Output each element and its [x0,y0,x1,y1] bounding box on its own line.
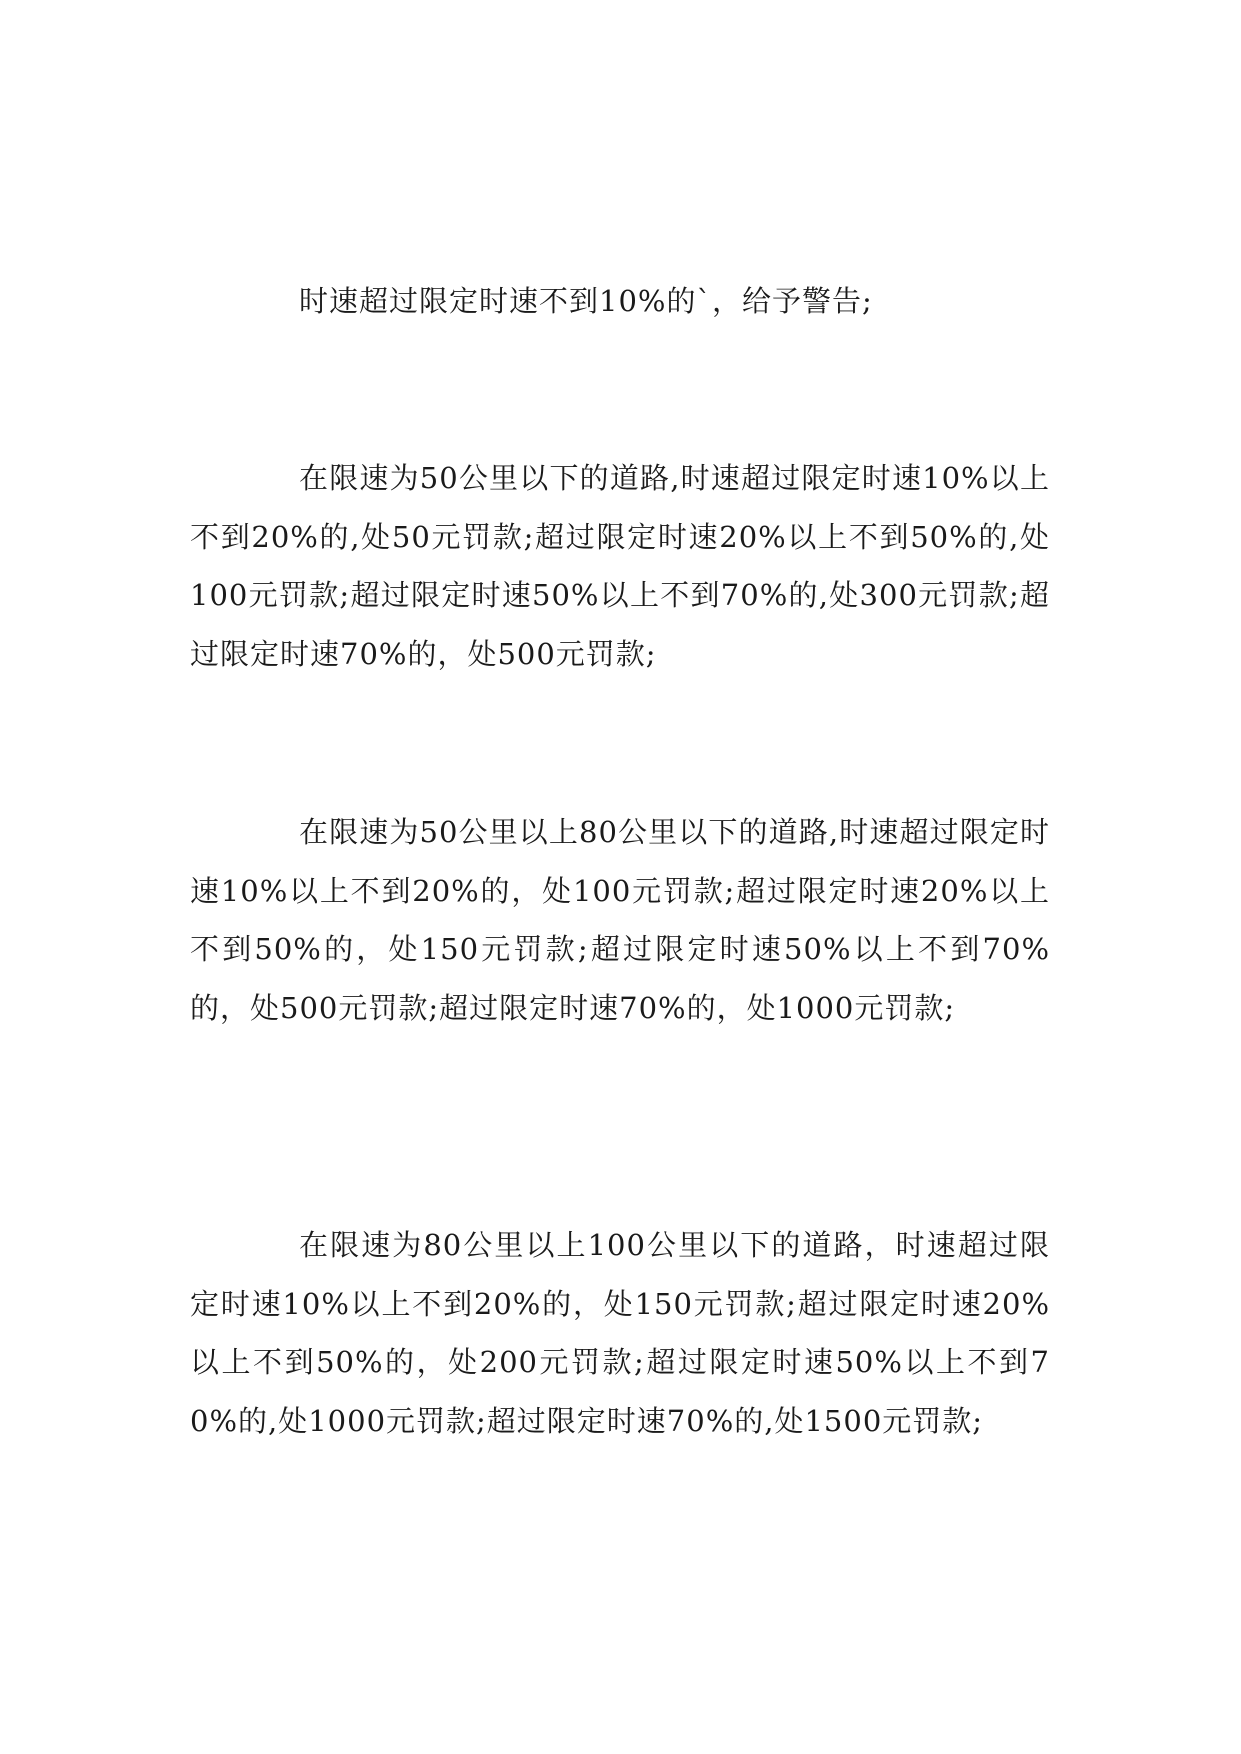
paragraph-warning: 时速超过限定时速不到10%的`，给予警告; [299,284,873,318]
paragraph-limit-50-to-80: 在限速为50公里以上80公里以下的道路,时速超过限定时速10%以上不到20%的，处100元罚款;超过限定时速20%以上不到50%的，处150元罚款;超过限定时速50%以上不到70%的，处500元罚款;超过限定时速70%的，处1000元罚款; [190,815,1050,1025]
paragraph-limit-under-50: 在限速为50公里以下的道路,时速超过限定时速10%以上不到20%的,处50元罚款;超过限定时速20%以上不到50%的,处100元罚款;超过限定时速50%以上不到70%的,处300元罚款;超过限定时速70%的，处500元罚款; [190,461,1050,671]
paragraph-limit-80-to-100: 在限速为80公里以上100公里以下的道路，时速超过限定时速10%以上不到20%的，处150元罚款;超过限定时速20%以上不到50%的，处200元罚款;超过限定时速50%以上不到70%的,处1000元罚款;超过限定时速70%的,处1500元罚款; [190,1228,1050,1438]
